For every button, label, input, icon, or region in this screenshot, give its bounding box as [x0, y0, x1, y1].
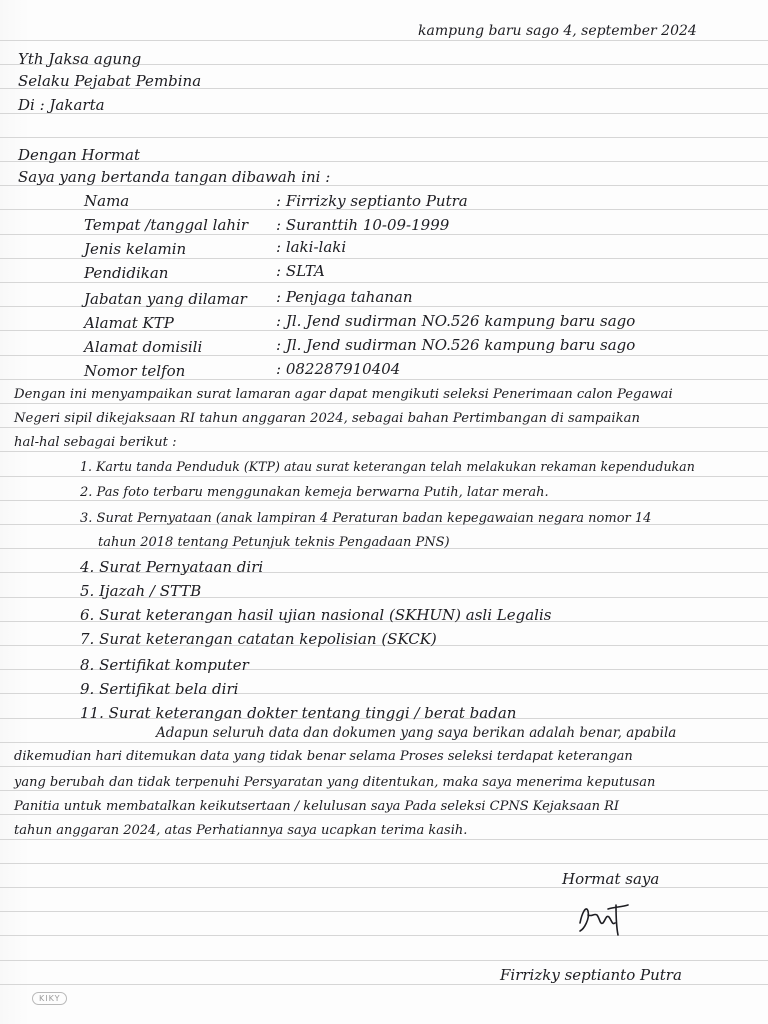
identity-label: Nomor telfon: [84, 362, 186, 380]
ruled-line: [0, 742, 768, 743]
ruled-line: [0, 960, 768, 961]
attachment-item: 1. Kartu tanda Penduduk (KTP) atau surat keterangan telah melakukan rekaman kependudukan: [80, 459, 695, 474]
closing-line: yang berubah dan tidak terpenuhi Persyaratan yang ditentukan, maka saya menerima keputusan: [14, 775, 656, 790]
ruled-line: [0, 935, 768, 936]
recipient-line-2: Selaku Pejabat Pembina: [18, 72, 202, 90]
attachment-item: 3. Surat Pernyataan (anak lampiran 4 Peraturan badan kepegawaian negara nomor 14: [80, 511, 652, 526]
recipient-line-3: Di : Jakarta: [18, 96, 105, 114]
ruled-line: [0, 40, 768, 41]
closing-line: Adapun seluruh data dan dokumen yang saya berikan adalah benar, apabila: [156, 725, 677, 741]
identity-label: Nama: [84, 192, 130, 210]
ruled-line: [0, 113, 768, 114]
signature-mark: [570, 895, 640, 940]
identity-label: Alamat KTP: [84, 314, 174, 332]
identity-label: Jabatan yang dilamar: [84, 290, 247, 308]
identity-value: : laki-laki: [276, 238, 347, 256]
identity-value: : Suranttih 10-09-1999: [276, 216, 450, 234]
greeting: Dengan Hormat: [18, 146, 141, 164]
body-line: Negeri sipil dikejaksaan RI tahun anggaran 2024, sebagai bahan Pertimbangan di sampaikan: [14, 411, 640, 426]
identity-value: : Jl. Jend sudirman NO.526 kampung baru sago: [276, 336, 636, 354]
ruled-line: [0, 137, 768, 138]
recipient-line-1: Yth Jaksa agung: [18, 50, 142, 68]
attachment-item: 9. Sertifikat bela diri: [80, 680, 239, 698]
identity-value: : 082287910404: [276, 360, 401, 378]
signer-name: Firrizky septianto Putra: [500, 966, 682, 984]
identity-value: : SLTA: [276, 262, 325, 280]
body-line: hal-hal sebagai berikut :: [14, 435, 177, 450]
ruled-line: [0, 282, 768, 283]
ruled-line: [0, 258, 768, 259]
intro-text: Saya yang bertanda tangan dibawah ini :: [18, 168, 331, 186]
attachment-item: 6. Surat keterangan hasil ujian nasional (SKHUN) asli Legalis: [80, 606, 552, 624]
identity-label: Tempat /tanggal lahir: [84, 216, 249, 234]
place-date: kampung baru sago 4, september 2024: [418, 23, 697, 39]
identity-label: Alamat domisili: [84, 338, 203, 356]
attachment-item: 11. Surat keterangan dokter tentang tinggi / berat badan: [80, 704, 517, 722]
ruled-line: [0, 984, 768, 985]
attachment-item: 4. Surat Pernyataan diri: [80, 558, 264, 576]
identity-label: Pendidikan: [84, 264, 169, 282]
identity-value: : Penjaga tahanan: [276, 288, 413, 306]
attachment-item: tahun 2018 tentang Petunjuk teknis Pengadaan PNS): [98, 535, 450, 550]
body-line: Dengan ini menyampaikan surat lamaran agar dapat mengikuti seleksi Penerimaan calon Pegawai: [14, 387, 673, 402]
paper-brand-logo: KIKY: [32, 992, 67, 1005]
attachment-item: 5. Ijazah / STTB: [80, 582, 202, 600]
ruled-line: [0, 863, 768, 864]
closing-line: Panitia untuk membatalkan keikutsertaan / kelulusan saya Pada seleksi CPNS Kejaksaan RI: [14, 799, 620, 814]
closing-line: tahun anggaran 2024, atas Perhatiannya saya ucapkan terima kasih.: [14, 823, 468, 838]
identity-label: Jenis kelamin: [84, 240, 187, 258]
attachment-item: 7. Surat keterangan catatan kepolisian (SKCK): [80, 630, 437, 648]
identity-value: : Jl. Jend sudirman NO.526 kampung baru sago: [276, 312, 636, 330]
ruled-line: [0, 476, 768, 477]
signoff-greeting: Hormat saya: [562, 870, 660, 888]
identity-value: : Firrizky septianto Putra: [276, 192, 468, 210]
ruled-line: [0, 911, 768, 912]
ruled-line: [0, 766, 768, 767]
attachment-item: 8. Sertifikat komputer: [80, 656, 249, 674]
closing-line: dikemudian hari ditemukan data yang tidak benar selama Proses seleksi terdapat keterangan: [14, 749, 633, 764]
ruled-line: [0, 234, 768, 235]
attachment-item: 2. Pas foto terbaru menggunakan kemeja berwarna Putih, latar merah.: [80, 485, 549, 500]
